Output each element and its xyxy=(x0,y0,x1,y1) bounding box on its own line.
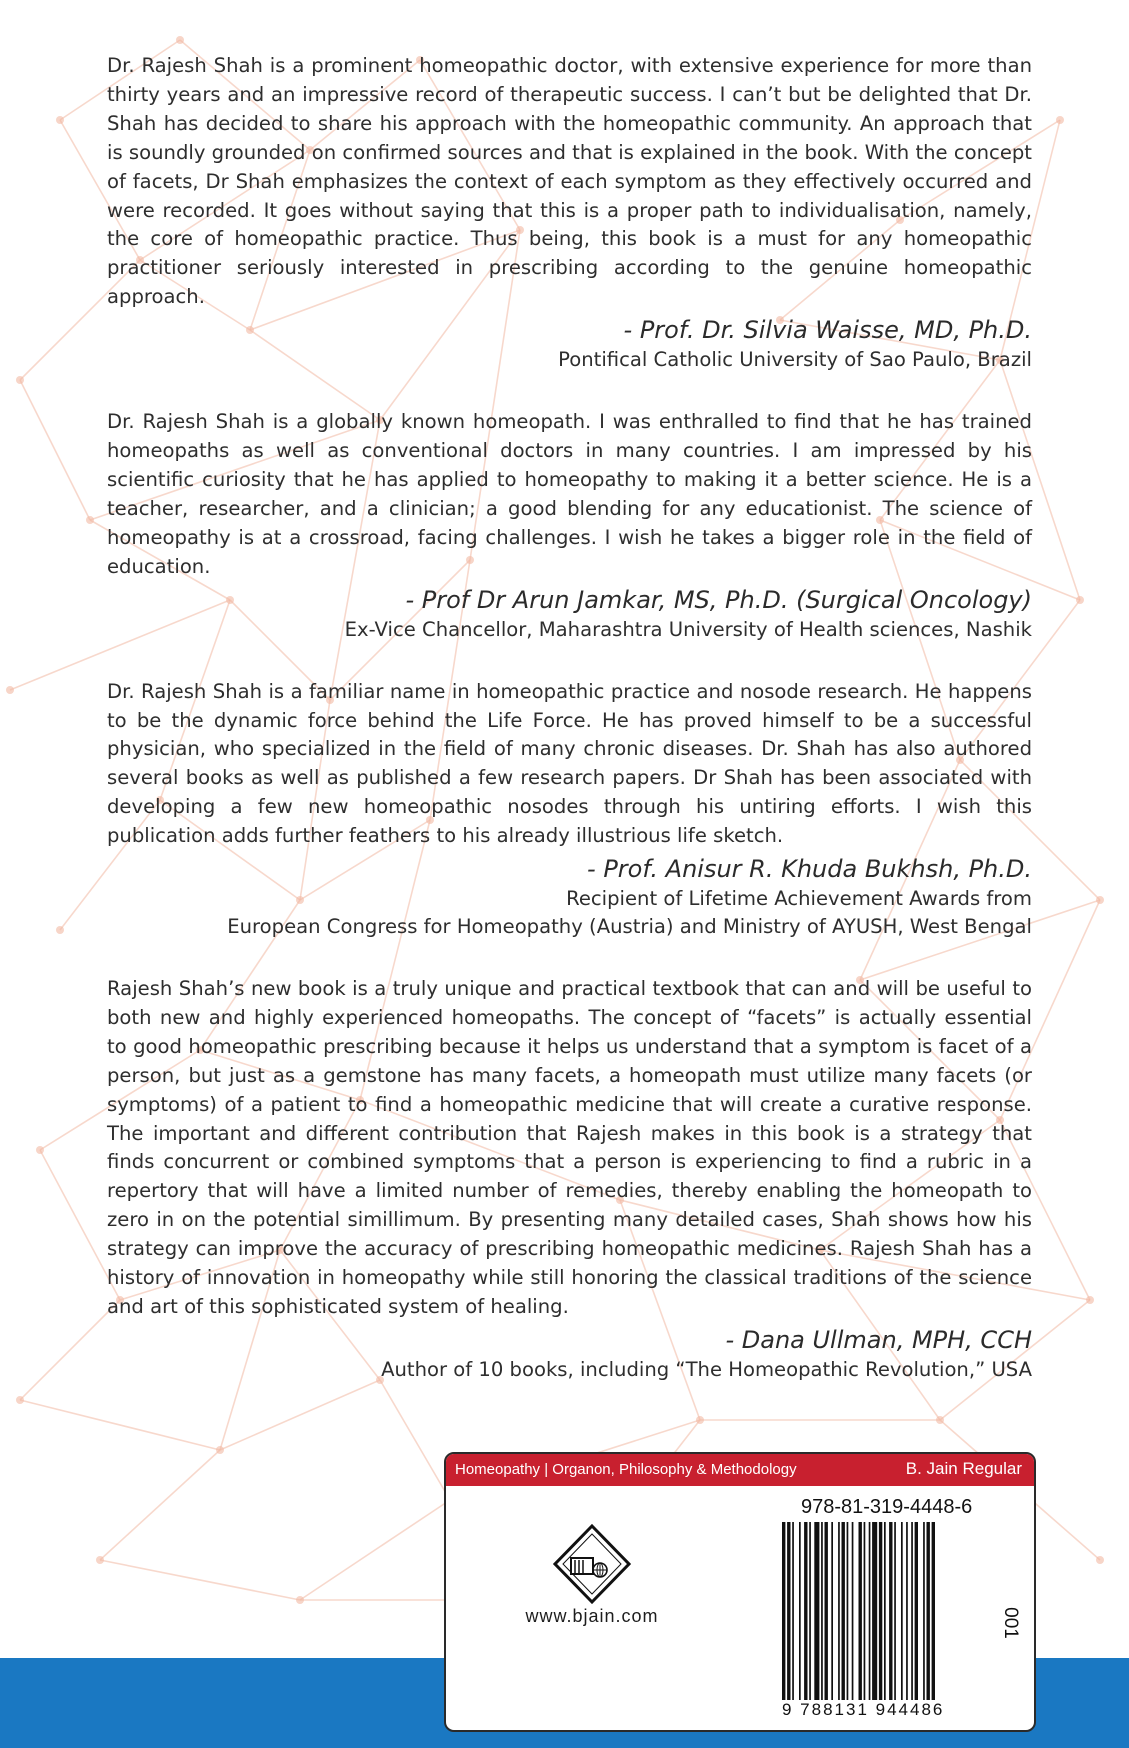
barcode-bar xyxy=(799,1522,801,1704)
network-node xyxy=(86,516,94,524)
network-line xyxy=(100,1450,220,1560)
isbn-number: 978-81-319-4448-6 xyxy=(801,1496,973,1518)
network-line xyxy=(100,1560,300,1600)
network-line xyxy=(300,1500,450,1600)
barcode-bar xyxy=(932,1522,935,1704)
network-node xyxy=(6,686,14,694)
review-text: Dr. Rajesh Shah is a familiar name in homeopathic practice and nosode research. He happens to be the dynamic force behind the Life Force. He has proved himself to be a successful physician, who specialized in the field of many chronic diseases. Dr. Shah has also authored several books as well as published a few research papers. Dr Shah has been associated with developing a few new homeopathic nosodes through his untiring efforts. I wish this publication adds further feathers to his already illustrious life sketch. xyxy=(107,679,1032,848)
barcode-bar xyxy=(894,1522,896,1704)
network-node xyxy=(56,116,64,124)
barcode-bar xyxy=(859,1522,862,1704)
network-line xyxy=(20,380,90,520)
barcode-bar xyxy=(872,1522,877,1704)
barcode-bar xyxy=(821,1522,823,1704)
barcode-bar xyxy=(927,1522,930,1704)
barcode-bar xyxy=(809,1522,811,1704)
barcode-bar xyxy=(923,1522,925,1704)
network-node xyxy=(36,1146,44,1154)
review-text: Rajesh Shah’s new book is a truly unique and practical textbook that can and will be useful to both new and highly experienced homeopaths. The concept of “facets” is actually essential to good homeopathic prescribing because it helps us understand that a symptom is facet of a person, but just as a gemstone has many facets, a homeopath must utilize many facets (or symptoms) of a patient to find a homeopathic medicine that will create a curative response. The important and different contribution that Rajesh makes in this book is a strategy that finds concurrent or combined symptoms that a person is experiencing to find a rubric in a repertory that will have a limited number of remedies, thereby enabling the homeopath to zero in on the potential simillimum. By presenting many detailed cases, Shah shows how his strategy can improve the accuracy of prescribing homeopathic medicines. Rajesh Shah has a history of innovation in homeopathy while still honoring the classical traditions of the science and art of this sophisticated system of healing. xyxy=(107,977,1032,1318)
network-node xyxy=(1096,1556,1104,1564)
review-affiliation: Ex-Vice Chancellor, Maharashtra University of Health sciences, Nashik xyxy=(344,617,1032,641)
barcode xyxy=(782,1522,982,1712)
network-node xyxy=(56,926,64,934)
network-node xyxy=(1056,116,1064,124)
price-code: 001 xyxy=(999,1607,1021,1639)
reviews-section xyxy=(107,52,1032,1418)
publisher-logo-icon xyxy=(553,1524,631,1606)
barcode-bar xyxy=(864,1522,866,1704)
barcode-bar xyxy=(901,1522,903,1704)
barcode-bar xyxy=(879,1522,882,1704)
barcode-bar xyxy=(825,1522,828,1704)
barcode-bar xyxy=(831,1522,833,1704)
review-block xyxy=(107,678,1032,941)
review-text: Dr. Rajesh Shah is a prominent homeopathic doctor, with extensive experience for more than thirty years and an impressive record of therapeutic success. I can’t but be delighted that Dr. Shah has decided to share his approach with the homeopathic community. An approach that is soundly grounded on confirmed sources and that is explained in the book. With the concept of facets, Dr Shah emphasizes the context of each symptom as they effectively occurred and were recorded. It goes without saying that this is a proper path to individualisation, namely, the core of homeopathic practice. Thus being, this book is a must for any homeopathic practitioner seriously interested in prescribing according to the genuine homeopathic approach. xyxy=(107,54,1032,309)
network-node xyxy=(1086,1296,1094,1304)
review-text: Dr. Rajesh Shah is a globally known homeopath. I was enthralled to find that he has trained homeopaths as well as conventional doctors in many countries. I am impressed by his scientific curiosity that he has applied to homeopathy to making it a better science. He is a teacher, researcher, and a clinician; a good blending for any educationist. The science of homeopathy is at a crossroad, facing challenges. I wish he takes a bigger role in the field of education. xyxy=(107,410,1032,578)
review-block xyxy=(107,408,1032,643)
network-node xyxy=(176,36,184,44)
network-line xyxy=(20,1300,120,1400)
review-author: - Prof. Dr. Silvia Waisse, MD, Ph.D. xyxy=(623,316,1032,345)
barcode-bar xyxy=(911,1522,913,1704)
barcode-bar xyxy=(915,1522,918,1704)
imprint-text: B. Jain Regular xyxy=(905,1459,1022,1478)
barcode-bar xyxy=(869,1522,871,1704)
barcode-bar xyxy=(814,1522,819,1704)
barcode-bar xyxy=(889,1522,892,1704)
review-affiliation: European Congress for Homeopathy (Austria) and Ministry of AYUSH, West Bengal xyxy=(227,915,1032,939)
network-node xyxy=(1096,896,1104,904)
network-node xyxy=(216,1446,224,1454)
review-author: - Dana Ullman, MPH, CCH xyxy=(725,1325,1032,1354)
barcode-bar xyxy=(847,1522,849,1704)
review-affiliation: Recipient of Lifetime Achievement Awards from xyxy=(566,887,1032,911)
barcode-bar xyxy=(842,1522,845,1704)
barcode-bar xyxy=(787,1522,790,1704)
category-bar xyxy=(446,1454,1034,1486)
review-block xyxy=(107,52,1032,374)
barcode-bar xyxy=(884,1522,886,1704)
network-node xyxy=(16,1396,24,1404)
barcode-digits: 9 788131 944486 xyxy=(782,1700,982,1720)
network-node xyxy=(1076,596,1084,604)
publisher-website: www.bjain.com xyxy=(525,1606,659,1626)
review-block xyxy=(107,975,1032,1384)
network-node xyxy=(16,376,24,384)
category-text: Homeopathy | Organon, Philosophy & Methodology xyxy=(455,1461,797,1478)
review-affiliation: Author of 10 books, including “The Homeopathic Revolution,” USA xyxy=(381,1357,1032,1381)
barcode-bar xyxy=(906,1522,908,1704)
barcode-bar xyxy=(792,1522,794,1704)
review-affiliation: Pontifical Catholic University of Sao Paulo, Brazil xyxy=(558,348,1032,372)
barcode-bar xyxy=(804,1522,807,1704)
review-author: - Prof. Anisur R. Khuda Bukhsh, Ph.D. xyxy=(587,855,1032,884)
barcode-bar xyxy=(782,1522,785,1704)
barcode-bar xyxy=(838,1522,840,1704)
network-node xyxy=(296,1596,304,1604)
review-author: - Prof Dr Arun Jamkar, MS, Ph.D. (Surgical Oncology) xyxy=(405,585,1032,614)
publisher-label xyxy=(444,1452,1036,1732)
barcode-bar xyxy=(852,1522,854,1704)
network-node xyxy=(96,1556,104,1564)
